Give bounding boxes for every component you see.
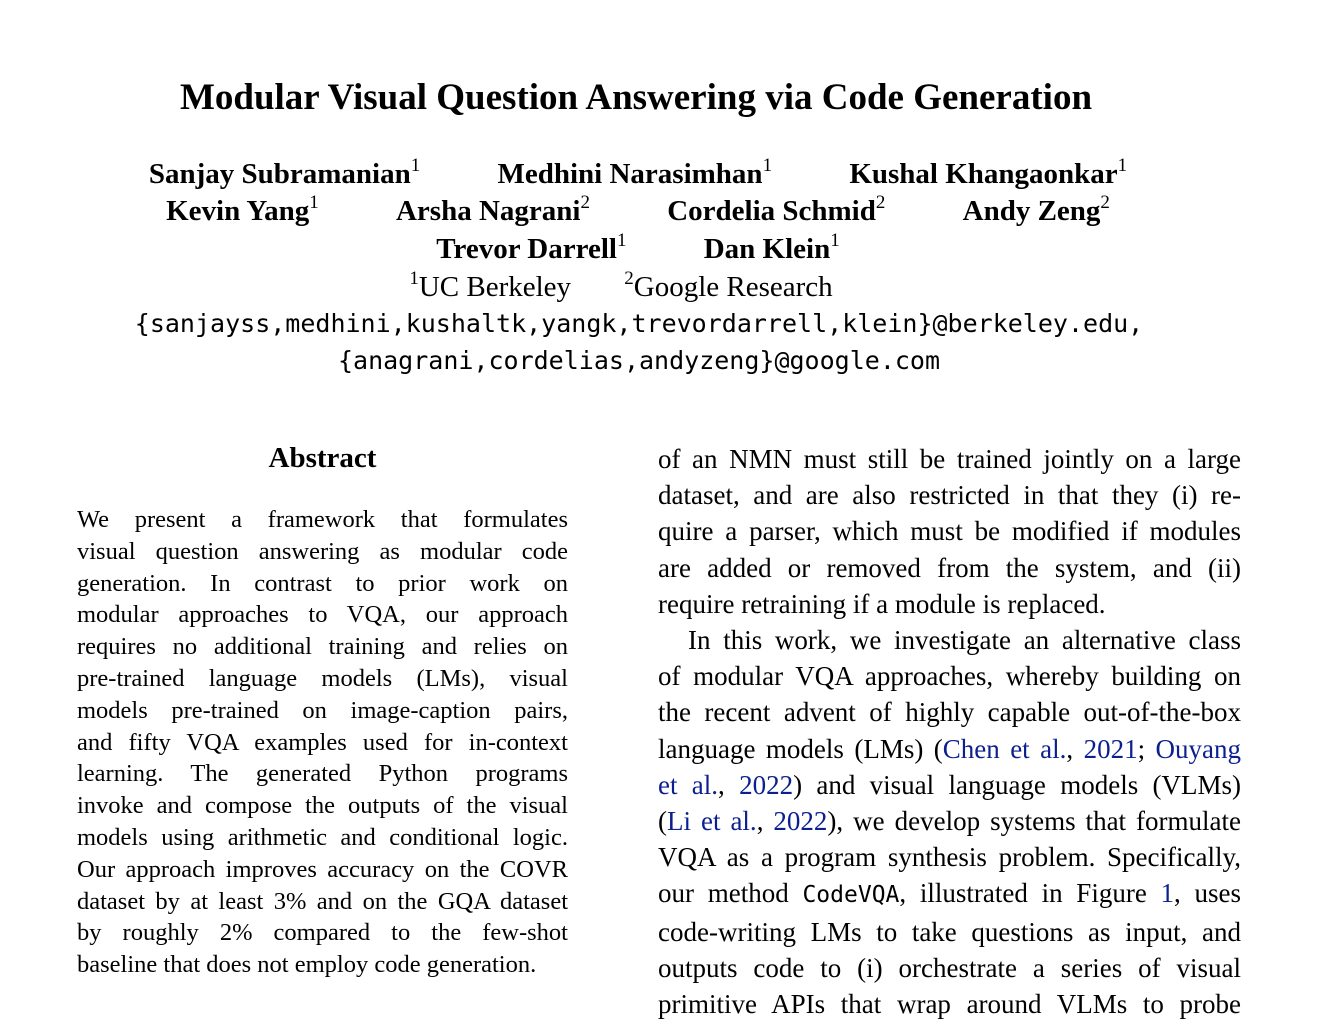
- email-line-berkeley: {sanjayss,medhini,kushaltk,yangk,trevordarrell,klein}@berkeley.edu,: [134, 309, 1144, 338]
- text-run: , illustrated in Figure: [899, 878, 1161, 909]
- affiliation: [409, 269, 571, 305]
- author: [149, 156, 420, 192]
- body-line: [658, 622, 1241, 658]
- body-line: [658, 477, 1241, 513]
- author-name: Sanjay Subramanian: [148, 158, 411, 190]
- abstract-heading: Abstract: [268, 442, 377, 474]
- abstract-line: baseline that does not employ code generation.: [77, 951, 537, 979]
- author-name: Cordelia Schmid: [667, 195, 876, 227]
- text-run: dataset, and are also restricted in that they (i) re-: [658, 480, 1241, 511]
- author-name: Arsha Nagrani: [395, 195, 581, 227]
- author: [436, 231, 626, 267]
- text-run: VQA as a program synthesis problem. Specifically,: [658, 842, 1241, 873]
- author-name: Andy Zeng: [962, 195, 1101, 227]
- author: [963, 193, 1110, 229]
- body-line: [658, 586, 1241, 622]
- citation-link[interactable]: 2021: [1083, 733, 1138, 764]
- text-run: language models (LMs) (: [658, 733, 943, 764]
- text-run: (: [658, 806, 667, 837]
- affiliation-mark: 1: [1117, 155, 1128, 176]
- author-name: Dan Klein: [703, 233, 831, 265]
- text-run: ) and visual language models (VLMs): [793, 769, 1242, 800]
- body-line: [658, 513, 1241, 549]
- affiliation-mark: 1: [309, 192, 319, 213]
- affiliation-mark: 1: [409, 268, 419, 289]
- text-run: ;: [1137, 733, 1156, 764]
- affiliation-mark: 2: [624, 268, 634, 289]
- author: [667, 193, 885, 229]
- text-run: of modular VQA approaches, whereby building on: [658, 661, 1241, 692]
- author: [849, 156, 1127, 192]
- author: [497, 156, 772, 192]
- body-line: [658, 803, 1241, 839]
- author-line-3: [0, 231, 1276, 267]
- text-run: are added or removed from the system, and (ii): [658, 552, 1241, 583]
- affiliation-name: UC Berkeley: [418, 271, 572, 303]
- email-line-google: {anagrani,cordelias,andyzeng}@google.com: [337, 346, 941, 375]
- citation-link[interactable]: Li et al.: [667, 806, 757, 837]
- text-run: ), we develop systems that formulate: [827, 806, 1241, 837]
- abstract-line: requires no additional training and relies on: [77, 633, 568, 661]
- affiliations: [0, 269, 1242, 305]
- citation-link[interactable]: Ouyang: [1155, 733, 1242, 764]
- abstract-body: [77, 504, 568, 981]
- affiliation: [624, 269, 832, 305]
- abstract-line: learning. The generated Python programs: [77, 760, 568, 788]
- author-name: Kushal Khangaonkar: [849, 158, 1118, 190]
- body-line: [658, 694, 1241, 730]
- text-run: ,: [718, 769, 740, 800]
- text-run: outputs code to (i) orchestrate a series of visual: [658, 952, 1241, 983]
- author-name: Medhini Narasimhan: [497, 158, 763, 190]
- author: [396, 193, 590, 229]
- citation-link[interactable]: 2022: [773, 806, 828, 837]
- body-line: [658, 950, 1241, 986]
- author-line-2: [0, 193, 1276, 229]
- author: [704, 231, 840, 267]
- text-run: , uses: [1174, 878, 1242, 909]
- method-name: CodeVQA: [802, 882, 900, 909]
- abstract-line: generation. In contrast to prior work on: [77, 569, 568, 597]
- abstract-line: models pre-trained on image-caption pairs,: [77, 696, 568, 724]
- text-run: ,: [1066, 733, 1084, 764]
- right-column-text: [658, 441, 1241, 1022]
- author-line-1: [0, 156, 1276, 192]
- author-name: Trevor Darrell: [436, 233, 617, 265]
- citation-link[interactable]: Chen et al.: [942, 733, 1067, 764]
- affiliation-mark: 2: [580, 192, 590, 213]
- body-line: [658, 441, 1241, 477]
- citation-link[interactable]: 1: [1160, 878, 1175, 909]
- abstract-line: pre-trained language models (LMs), visual: [77, 664, 568, 692]
- author: [166, 193, 319, 229]
- citation-link[interactable]: 2022: [739, 769, 794, 800]
- abstract-line: visual question answering as modular code: [77, 537, 568, 565]
- abstract-line: dataset by at least 3% and on the GQA dataset: [77, 887, 568, 915]
- text-run: quire a parser, which must be modified if modules: [658, 516, 1241, 547]
- author-name: Kevin Yang: [166, 195, 310, 227]
- abstract-line: by roughly 2% compared to the few-shot: [77, 919, 568, 947]
- abstract-line: Our approach improves accuracy on the COVR: [77, 855, 568, 883]
- abstract-line: and fifty VQA examples used for in-context: [77, 728, 568, 756]
- body-line: [658, 550, 1241, 586]
- text-run: ,: [756, 806, 774, 837]
- text-run: the recent advent of highly capable out-of-the-box: [658, 697, 1241, 728]
- affiliation-mark: 1: [762, 155, 773, 176]
- body-line: [658, 731, 1241, 767]
- abstract-line: models using arithmetic and conditional logic.: [77, 823, 568, 851]
- affiliation-name: Google Research: [633, 271, 833, 303]
- text-run: code-writing LMs to take questions as input, and: [658, 916, 1241, 947]
- body-line: [658, 914, 1241, 950]
- text-run: our method: [658, 878, 803, 909]
- affiliation-mark: 1: [616, 230, 627, 251]
- body-line: [658, 875, 1241, 913]
- text-run: require retraining if a module is replaced.: [658, 588, 1106, 619]
- text-run: of an NMN must still be trained jointly on a large: [658, 444, 1241, 474]
- body-line: [658, 658, 1241, 694]
- body-line: [658, 839, 1241, 875]
- affiliation-mark: 2: [1100, 192, 1110, 213]
- citation-link[interactable]: et al.: [658, 769, 719, 800]
- text-run: In this work, we investigate an alternative class: [688, 625, 1241, 656]
- affiliation-mark: 1: [410, 155, 421, 176]
- paper-title: Modular Visual Question Answering via Code Generation: [179, 77, 1093, 118]
- body-line: [658, 986, 1241, 1022]
- abstract-line: We present a framework that formulates: [77, 506, 568, 533]
- affiliation-mark: 1: [830, 230, 840, 251]
- text-run: primitive APIs that wrap around VLMs to probe: [658, 989, 1241, 1020]
- abstract-line: modular approaches to VQA, our approach: [77, 601, 568, 629]
- body-line: [658, 767, 1241, 803]
- affiliation-mark: 2: [875, 192, 886, 213]
- abstract-line: invoke and compose the outputs of the visual: [77, 792, 568, 820]
